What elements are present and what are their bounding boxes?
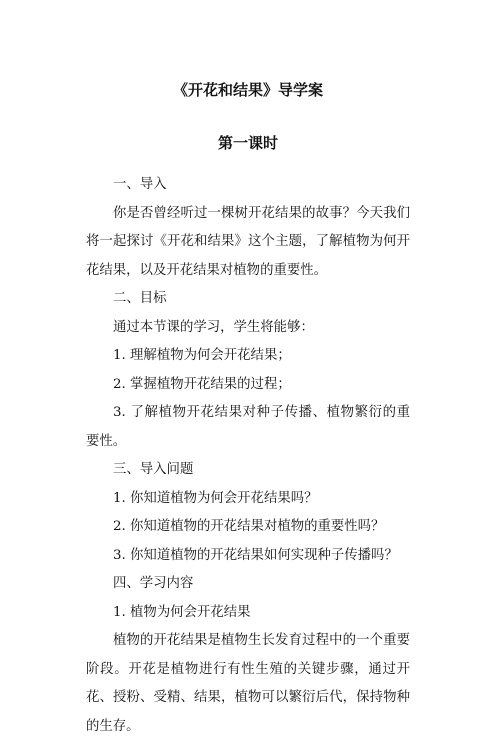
section-heading-goals: 二、目标: [113, 291, 167, 306]
section-heading-intro: 一、导入: [113, 177, 167, 192]
section-heading-content: 四、学习内容: [113, 576, 194, 591]
document-subtitle: 第一课时: [217, 134, 278, 152]
question-item-2: 2. 你知道植物的开花结果对植物的重要性吗？: [113, 519, 385, 534]
goals-lead: 通过本节课的学习，学生将能够：: [113, 319, 314, 335]
goal-item-1: 1. 理解植物为何会开花结果；: [113, 348, 291, 363]
content-subheading-1: 1. 植物为何会开花结果: [113, 604, 251, 620]
goal-item-3: 3. 了解植物开花结果对种子传播、植物繁衍的重要性。: [86, 405, 410, 449]
goal-item-2: 2. 掌握植物开花结果的过程；: [113, 376, 291, 392]
document-body: [86, 171, 410, 741]
document-title: 《开花和结果》导学案: [172, 81, 323, 99]
content-paragraph-1: 植物的开花结果是植物生长发育过程中的一个重要阶段。开花是植物进行有性生殖的关键步骤，通过开花、授粉、受精、结果，植物可以繁衍后代，保持物种的生存。: [86, 633, 410, 734]
question-item-3: 3. 你知道植物的开花结果如何实现种子传播吗？: [113, 547, 398, 563]
question-item-1: 1. 你知道植物为何会开花结果吗？: [113, 490, 318, 506]
intro-paragraph: 你是否曾经听过一棵树开花结果的故事？今天我们将一起探讨《开花和结果》这个主题，了解植物为何开花结果，以及开花结果对植物的重要性。: [86, 205, 410, 278]
section-heading-questions: 三、导入问题: [113, 462, 194, 477]
